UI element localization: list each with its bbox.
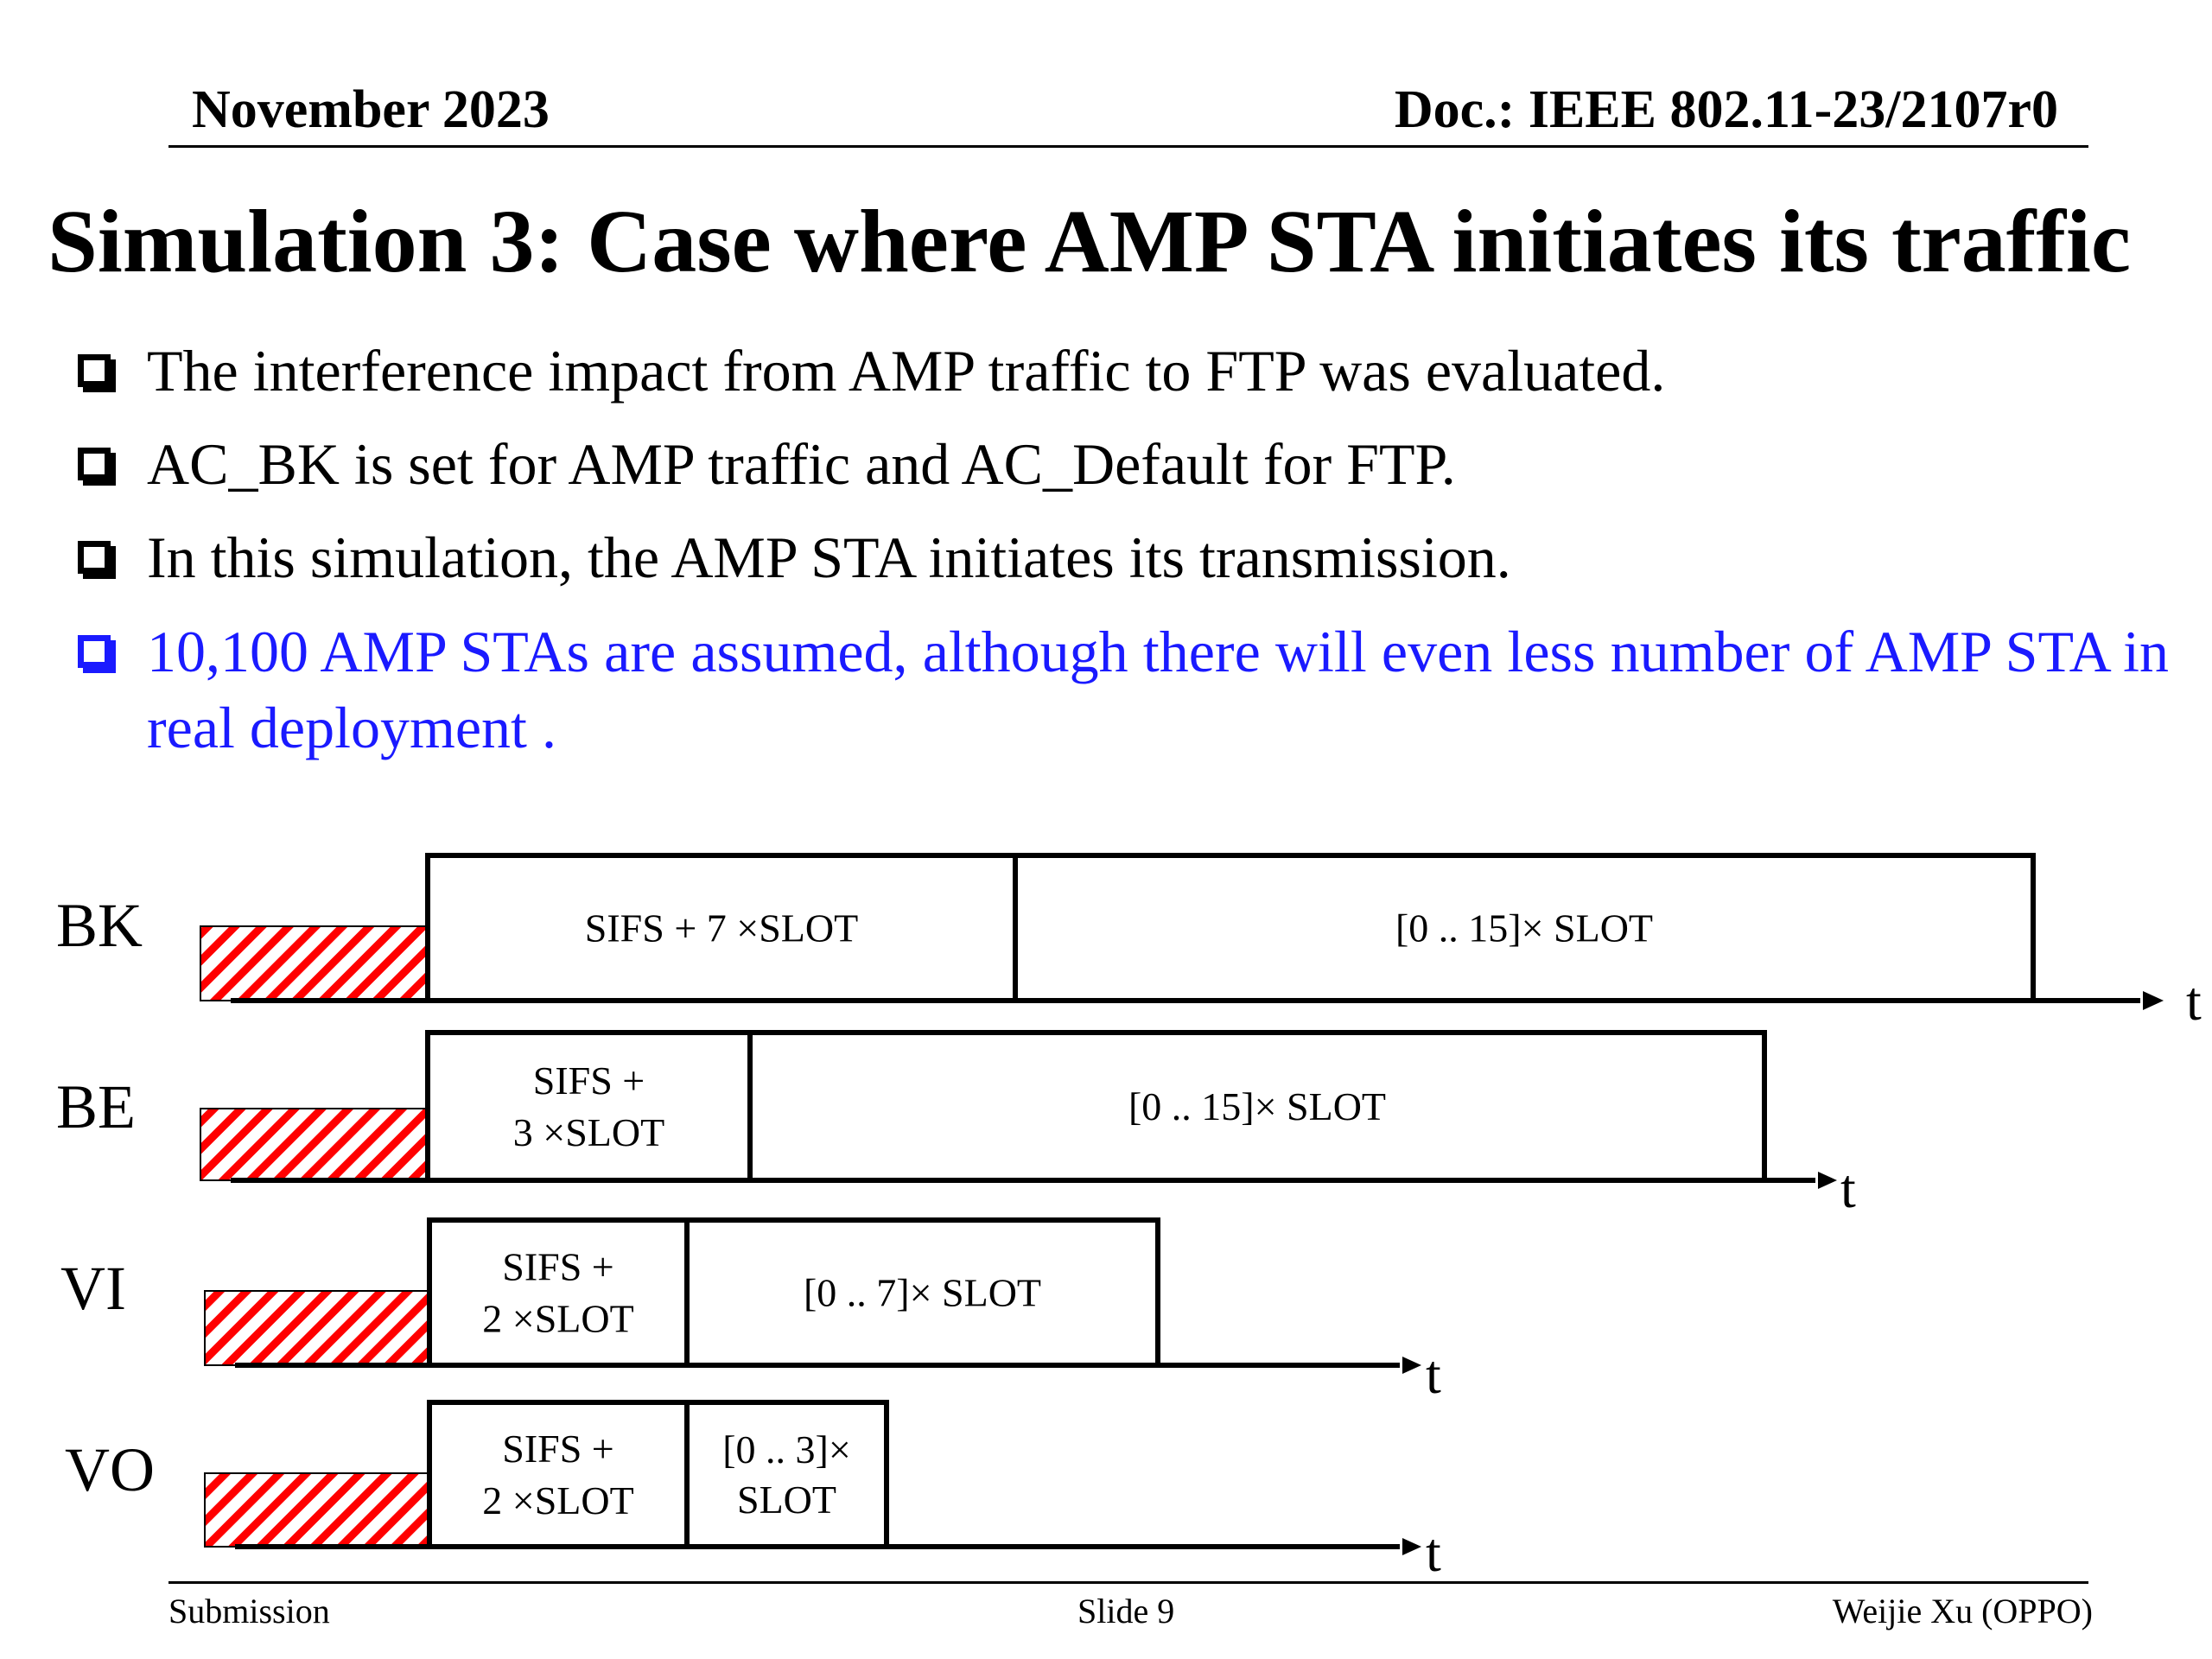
aifs-label: 2 ×SLOT xyxy=(482,1296,634,1341)
aifs-box xyxy=(429,1402,687,1547)
checkbox-bullet-icon xyxy=(78,354,111,387)
header-date: November 2023 xyxy=(192,80,550,139)
contention-window-label: [0 .. 3]× xyxy=(722,1427,851,1472)
time-axis-label: t xyxy=(1426,1522,1441,1581)
bullet-text: The interference impact from AMP traffic to FTP was evaluated. xyxy=(147,338,1666,404)
checkbox-bullet-icon xyxy=(78,448,111,480)
edca-backoff-diagram xyxy=(0,812,2212,1581)
ac-label-vo: VO xyxy=(65,1435,155,1504)
checkbox-bullet-icon xyxy=(78,635,111,668)
aifs-label: 2 ×SLOT xyxy=(482,1478,634,1523)
busy-medium-hatch xyxy=(205,1473,429,1547)
footer-submission: Submission xyxy=(168,1592,330,1630)
footer-author: Weijie Xu (OPPO) xyxy=(1832,1592,2093,1630)
axis-arrowhead xyxy=(2143,991,2164,1010)
contention-window-label: [0 .. 15]× SLOT xyxy=(1128,1084,1387,1129)
time-axis-label: t xyxy=(1840,1158,1856,1219)
contention-window-label: [0 .. 15]× SLOT xyxy=(1395,906,1654,950)
aifs-label: 3 ×SLOT xyxy=(512,1110,665,1155)
busy-medium-hatch xyxy=(205,1291,429,1365)
contention-window-label: [0 .. 7]× SLOT xyxy=(803,1270,1042,1315)
aifs-label: SIFS + xyxy=(502,1244,614,1289)
aifs-label: SIFS + 7 ×SLOT xyxy=(584,906,859,950)
aifs-label: SIFS + xyxy=(532,1058,645,1103)
slide-title: Simulation 3: Case where AMP STA initiates its traffic xyxy=(48,192,2132,291)
bullet-text: AC_BK is set for AMP traffic and AC_Default for FTP. xyxy=(147,431,1456,497)
aifs-box xyxy=(429,1220,687,1365)
contention-window-label: SLOT xyxy=(737,1478,836,1522)
axis-arrowhead xyxy=(1402,1538,1421,1555)
header-rule xyxy=(168,145,2088,148)
ac-label-bk: BK xyxy=(56,891,143,960)
ac-label-vi: VI xyxy=(60,1254,126,1323)
time-axis-label: t xyxy=(1426,1344,1441,1405)
ac-label-be: BE xyxy=(56,1072,137,1141)
footer-rule xyxy=(168,1581,2088,1584)
header-doc-number: Doc.: IEEE 802.11-23/2107r0 xyxy=(1394,80,2058,139)
bullet-text: In this simulation, the AMP STA initiates its transmission. xyxy=(147,524,1511,590)
busy-medium-hatch xyxy=(200,926,428,1001)
time-axis-label: t xyxy=(2186,970,2202,1032)
aifs-box xyxy=(428,1033,750,1180)
contention-window-box xyxy=(687,1402,887,1547)
busy-medium-hatch xyxy=(200,1109,428,1180)
footer-slide-number: Slide 9 xyxy=(1077,1592,1175,1630)
checkbox-bullet-icon xyxy=(78,541,111,574)
axis-arrowhead xyxy=(1402,1357,1421,1374)
bullet-text: 10,100 AMP STAs are assumed, although there will even less number of AMP STA in real deployment . xyxy=(147,619,2169,760)
axis-arrowhead xyxy=(1818,1172,1837,1189)
aifs-label: SIFS + xyxy=(502,1427,614,1471)
